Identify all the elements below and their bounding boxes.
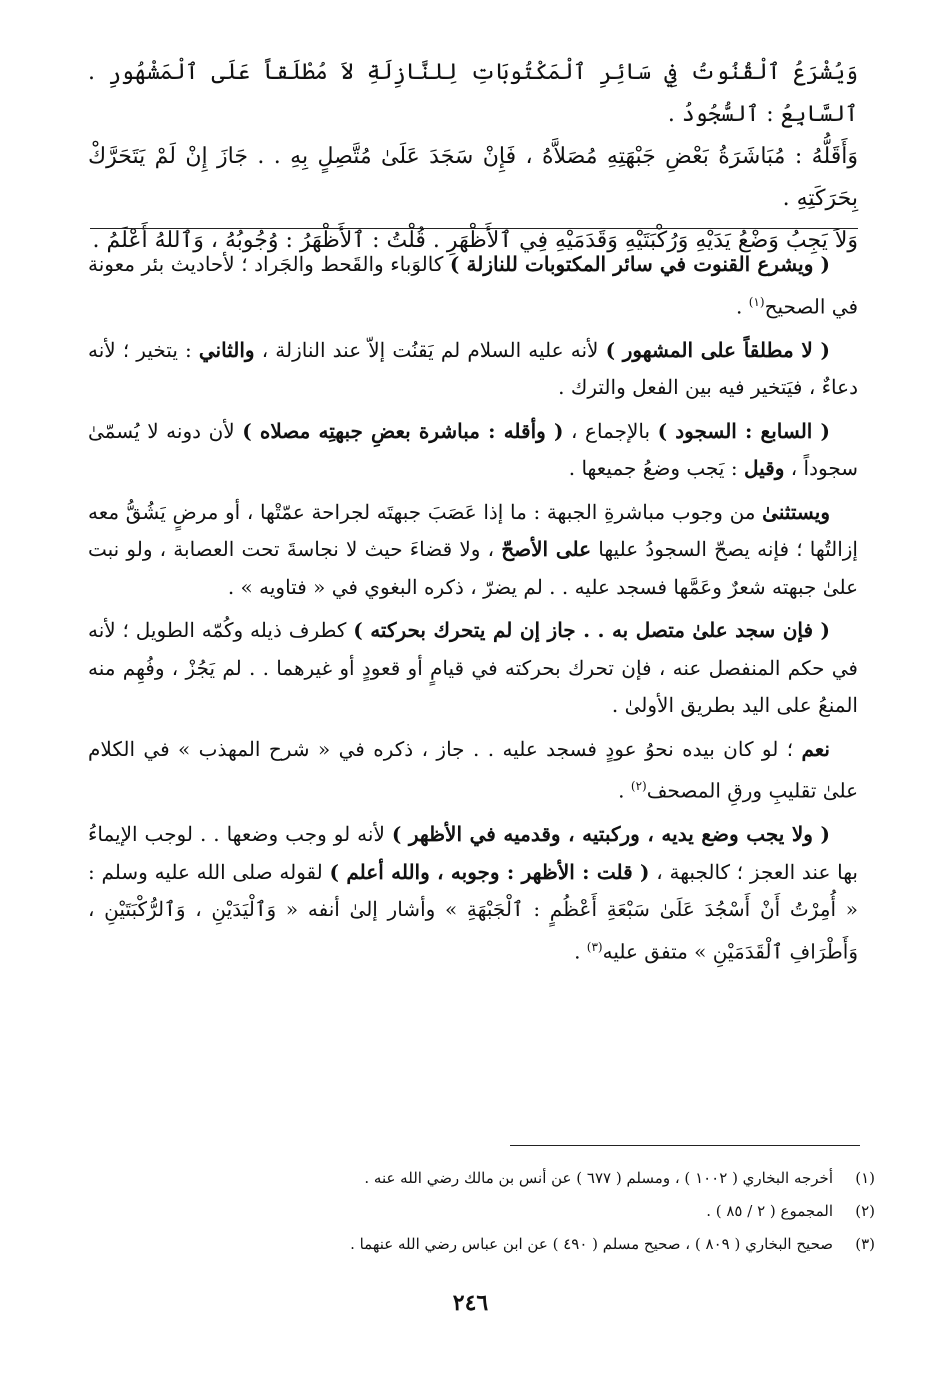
commentary-text: : يَجب وضعُ جميعها . [568, 456, 744, 481]
footnote-text: المجموع ( ٢ / ٨٥ ) . [706, 1202, 833, 1220]
matn-quote: ( السابع : السجود ) [657, 418, 830, 443]
footnote-number: (١) [855, 1169, 875, 1187]
matn-line: وَيُشْرَعُ ٱلْقُنُوتُ فِي سَائِرِ ٱلْمَكْتُوبَاتِ لِلنَّازِلَةِ لاَ مُطْلَقاً عَلَى ٱلْمَشْهُورِ . ٱلسَّابِعُ : ٱلسُّجُودُ . [88, 60, 858, 127]
matn-line: وَلاَ يَجِبُ وَضْعُ يَدَيْهِ وَرُكْبَتَيْهِ وَقَدَمَيْهِ فِي ٱلأَظْهَرِ . قُلْتُ : ٱلأَظْهَرُ : وُجُوبُهُ ، وَٱللهُ أَعْلَمُ . [92, 228, 858, 253]
sharh-paragraph [88, 246, 858, 326]
footnote-divider [510, 1145, 860, 1146]
sharh-paragraph [88, 612, 858, 725]
page-number: ٢٤٦ [452, 1290, 489, 1316]
matn-line: وَأَقَلُّهُ : مُبَاشَرَةُ بَعْضِ جَبْهَتِهِ مُصَلاَّهُ ، فَإِنْ سَجَدَ عَلَىٰ مُتَّصِلٍ بِهِ . . جَازَ إِنْ لَمْ يَتَحَرَّكْ بِحَرَكَتِهِ . [88, 144, 858, 211]
footnotes [150, 1162, 875, 1261]
sharh-paragraph [88, 413, 858, 488]
footnote-ref[interactable]: (٣) [586, 939, 603, 954]
commentary-text: من وجوب مباشرةِ الجبهة : ما إذا عَصَبَ جبهتَه لجراحة عمّتْها ، أو مرضٍ يَشُقُّ معه إزالتُها ؛ فإنه يصحّ السجودُ عليها [88, 499, 858, 562]
matn-quote: ( قلت : الأظهر : وجوبه ، والله أعلم ) [329, 859, 650, 884]
sharh-paragraph [88, 731, 858, 811]
footnote-number: (٣) [855, 1235, 875, 1253]
matn-quote: ( وأقله : مباشرة بعضِ جبهتِه مصلاه ) [242, 418, 564, 443]
commentary-text: لقوله صلى الله عليه وسلم : « أُمِرْتُ أَنْ أَسْجُدَ عَلَىٰ سَبْعَةِ أَعْظُمٍ : ٱلْجَبْهَةِ » وأشار إلىٰ أنفه « وَٱلْيَدَيْنِ ، وَٱلرُّكْبَتَيْنِ ، وَأَطْرَافِ ٱلْقَدَمَيْنِ » متفق عليه [88, 859, 858, 964]
footnote [150, 1195, 875, 1228]
footnote-ref[interactable]: (١) [748, 294, 765, 309]
matn-quote: ( فإن سجد علىٰ متصل به . . جاز إن لم يتحرك بحركته ) [353, 618, 830, 643]
commentary-text: لأنه عليه السلام لم يَقنُت إلاّ عند النازلة ، [254, 337, 606, 362]
matn-quote: ( ويشرع القنوت في سائر المكتوبات للنازلة ) [449, 252, 830, 276]
matn-text [88, 52, 858, 262]
keyword: والثاني [198, 337, 255, 362]
footnote [150, 1162, 875, 1195]
footnote-number: (٢) [855, 1202, 875, 1220]
keyword: على الأصحّ [501, 537, 592, 562]
footnote [150, 1228, 875, 1261]
commentary-text: : يتخير ؛ لأنه دعاءٌ ، فيَتخير فيه بين الفعل والترك . [88, 337, 858, 400]
commentary-text: كطرف ذيله وكُمّه الطويل ؛ لأنه في حكم المنفصل عنه ، فإن تحرك بحركته في قيامٍ أو قعودٍ أو غيرهما . . لم يَجُزْ ، وفُهِم منه المنعُ على اليد بطريق الأولىٰ . [88, 618, 858, 718]
matn-quote: ( ولا يجب وضع يديه ، وركبتيه ، وقدميه في الأظهر ) [391, 822, 830, 847]
footnote-text: أخرجه البخاري ( ١٠٠٢ ) ، ومسلم ( ٦٧٧ ) عن أنس بن مالك رضي الله عنه . [364, 1169, 833, 1187]
commentary-text: . [618, 778, 631, 803]
commentary-text: لأن دونه لا يُسمّىٰ سجوداً ، [88, 418, 858, 481]
matn-divider [90, 228, 858, 229]
commentary-text: . [574, 939, 587, 964]
keyword: وقيل [743, 456, 785, 481]
footnote-ref[interactable]: (٢) [630, 779, 647, 794]
footnote-text: صحيح البخاري ( ٨٠٩ ) ، صحيح مسلم ( ٤٩٠ ) عن ابن عباس رضي الله عنهما . [350, 1235, 833, 1253]
commentary-text: ؛ لو كان بيده نحوُ عودٍ فسجد عليه . . جاز ، ذكره في « شرح المهذب » في الكلام علىٰ تقليبِ ورقِ المصحف [88, 736, 858, 803]
commentary-text: لأنه لو وجب وضعها . . لوجب الإيماءُ بها عند العجز ؛ كالجبهة ، [88, 822, 858, 884]
commentary-text: بالإجماع ، [563, 418, 658, 443]
sharh-paragraph [88, 494, 858, 607]
commentary-text: ، ولا قضاءَ حيث لا نجاسةَ تحت العصابة ، ولو نبت علىٰ جبهته شعرٌ وعَمَّها فسجد عليه . . لم يضرّ ، ذكره البغوي في « فتاويه » . [88, 537, 858, 599]
sharh-commentary [88, 246, 858, 977]
keyword: نعم [801, 736, 830, 761]
commentary-text: . [736, 294, 749, 319]
matn-quote: ( لا مطلقاً على المشهور ) [605, 337, 830, 362]
keyword: ويستثنىٰ [762, 499, 830, 524]
commentary-text: كالوَباء والقَحط والجَراد ؛ لأحاديث بئر معونة في الصحيح [88, 252, 858, 319]
sharh-paragraph [88, 816, 858, 971]
sharh-paragraph [88, 332, 858, 407]
